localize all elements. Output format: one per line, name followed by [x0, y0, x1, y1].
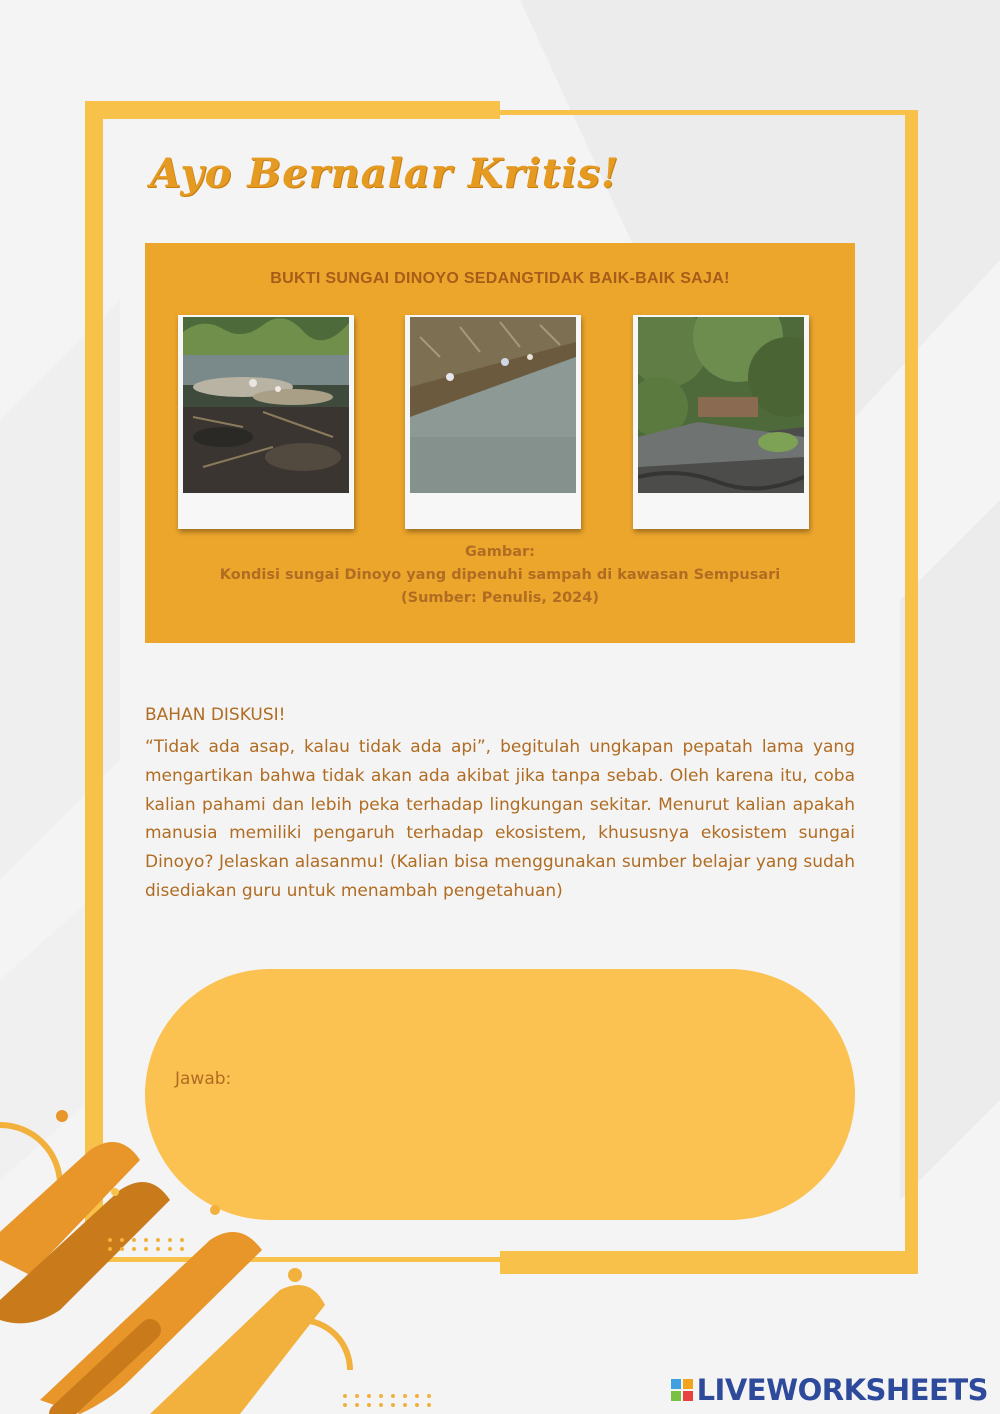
brand-text: LIVEWORKSHEETS [696, 1373, 988, 1407]
photo-caption [145, 541, 855, 610]
river-vegetation-photo [638, 317, 804, 493]
photo-card-3 [633, 315, 809, 529]
caption-label: Gambar: [465, 544, 535, 560]
evidence-panel [145, 243, 855, 643]
riverbank-trash-photo [410, 317, 576, 493]
discussion-heading: BAHAN DISKUSI! [145, 705, 286, 725]
evidence-heading: BUKTI SUNGAI DINOYO SEDANGTIDAK BAIK-BAIK SAJA! [270, 270, 730, 287]
frame-top-right [500, 110, 910, 115]
frame-top-left [85, 101, 500, 119]
discussion-text: “Tidak ada asap, kalau tidak ada api”, begitulah ungkapan pepatah lama yang mengartikan bahwa tidak akan ada akibat jika tanpa sebab. Oleh karena itu, coba kalian pahami dan lebih peka terhadap lingkungan sekitar. Menurut kalian apakah manusia memiliki pengaruh terhadap ekosistem, khususnya ekosistem sungai Dinoyo? Jelaskan alasanmu! (Kalian bisa menggunakan sumber belajar yang sudah disediakan guru untuk menambah pengetahuan) [145, 737, 855, 901]
frame-right [905, 110, 918, 1274]
liveworksheets-logo[interactable] [671, 1373, 988, 1407]
caption-source: (Sumber: Penulis, 2024) [401, 590, 599, 606]
photo-card-2 [405, 315, 581, 529]
page-title: Ayo Bernalar Kritis! [150, 150, 620, 197]
river-trash-photo [183, 317, 349, 493]
live-logo-icon [671, 1379, 693, 1401]
photo-card-1 [178, 315, 354, 529]
frame-bottom-right [500, 1251, 918, 1274]
decorative-shapes [0, 1090, 450, 1414]
answer-label: Jawab: [175, 1069, 232, 1089]
frame-left [85, 101, 103, 1261]
caption-description: Kondisi sungai Dinoyo yang dipenuhi sampah di kawasan Sempusari [219, 567, 781, 583]
